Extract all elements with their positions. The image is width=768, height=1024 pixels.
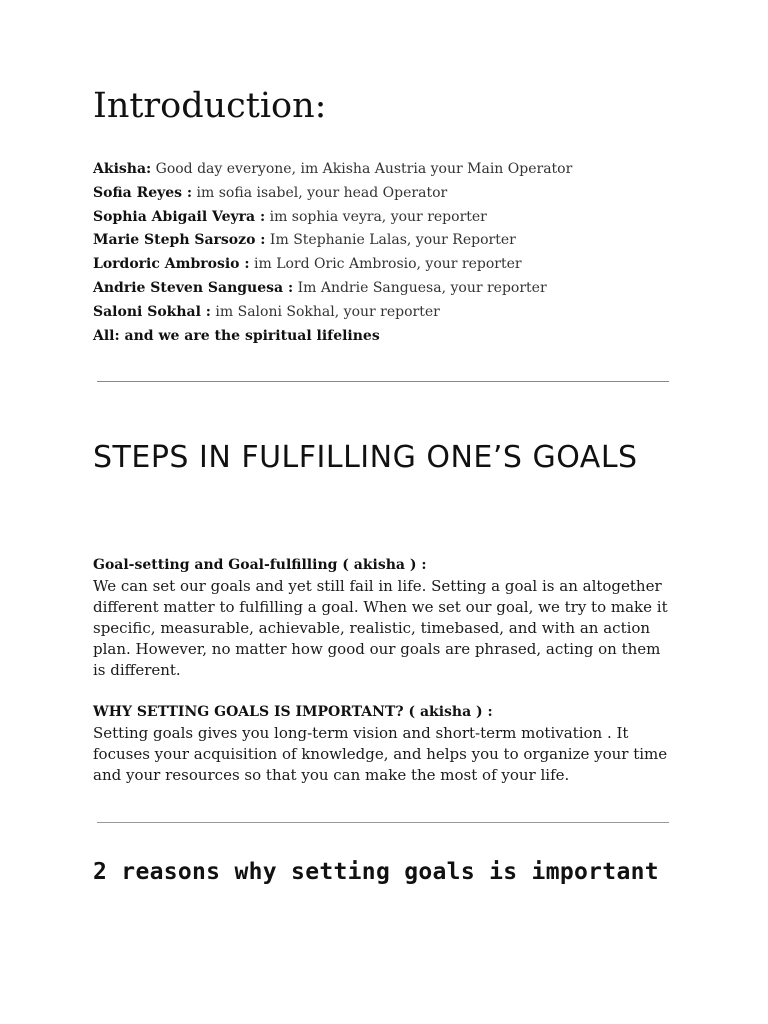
cast-text: im sophia veyra, your reporter <box>265 208 487 225</box>
cast-text: im Saloni Sokhal, your reporter <box>210 303 440 320</box>
cast-name: Andrie Steven Sanguesa : <box>93 279 294 296</box>
cast-name: Marie Steph Sarsozo : <box>93 232 266 249</box>
section-heading: Goal-setting and Goal-fulfilling ( akisha ) : <box>93 557 427 573</box>
cast-name: Sophia Abigail Veyra : <box>93 208 266 225</box>
cast-text: Good day everyone, im Akisha Austria your Main Operator <box>151 161 573 177</box>
section-body: Setting goals gives you long-term vision and short-term motivation . It focuses your acquisition of knowledge, and helps you to organize your time and your resources so that you can make the most of your life. <box>93 724 668 784</box>
cast-line <box>93 253 693 277</box>
cast-text: Im Stephanie Lalas, your Reporter <box>265 232 516 249</box>
horizontal-divider <box>97 381 669 382</box>
section-body: We can set our goals and yet still fail in life. Setting a goal is an altogether different matter to fulfilling a goal. When we set our goal, we try to make it specific, measurable, achievable, realistic, timebased, and with an action plan. However, no matter how good our goals are phrased, acting on them is different. <box>93 577 668 679</box>
cast-line <box>93 158 693 182</box>
cast-all-line: All: and we are the spiritual lifelines <box>93 327 380 344</box>
cast-line <box>93 277 693 301</box>
cast-text: Im Andrie Sanguesa, your reporter <box>293 279 547 296</box>
cast-line <box>93 182 693 206</box>
section-heading: WHY SETTING GOALS IS IMPORTANT? ( akisha ) : <box>93 704 493 720</box>
reasons-heading: 2 reasons why setting goals is important <box>93 859 659 885</box>
cast-name: Sofia Reyes : <box>93 184 193 201</box>
cast-name: Lordoric Ambrosio : <box>93 256 250 273</box>
cast-name: Akisha: <box>93 161 152 177</box>
horizontal-divider <box>97 822 669 823</box>
cast-text: im Lord Oric Ambrosio, your reporter <box>249 256 522 273</box>
why-goals-section <box>93 702 675 786</box>
cast-text: im sofia isabel, your head Operator <box>192 184 448 201</box>
introduction-heading: Introduction: <box>93 86 327 126</box>
cast-name: Saloni Sokhal : <box>93 303 211 320</box>
cast-line <box>93 229 693 253</box>
cast-line <box>93 301 693 325</box>
goal-setting-section <box>93 555 675 681</box>
cast-list <box>93 158 693 348</box>
cast-line <box>93 206 693 230</box>
steps-heading: STEPS IN FULFILLING ONE’S GOALS <box>93 440 638 475</box>
